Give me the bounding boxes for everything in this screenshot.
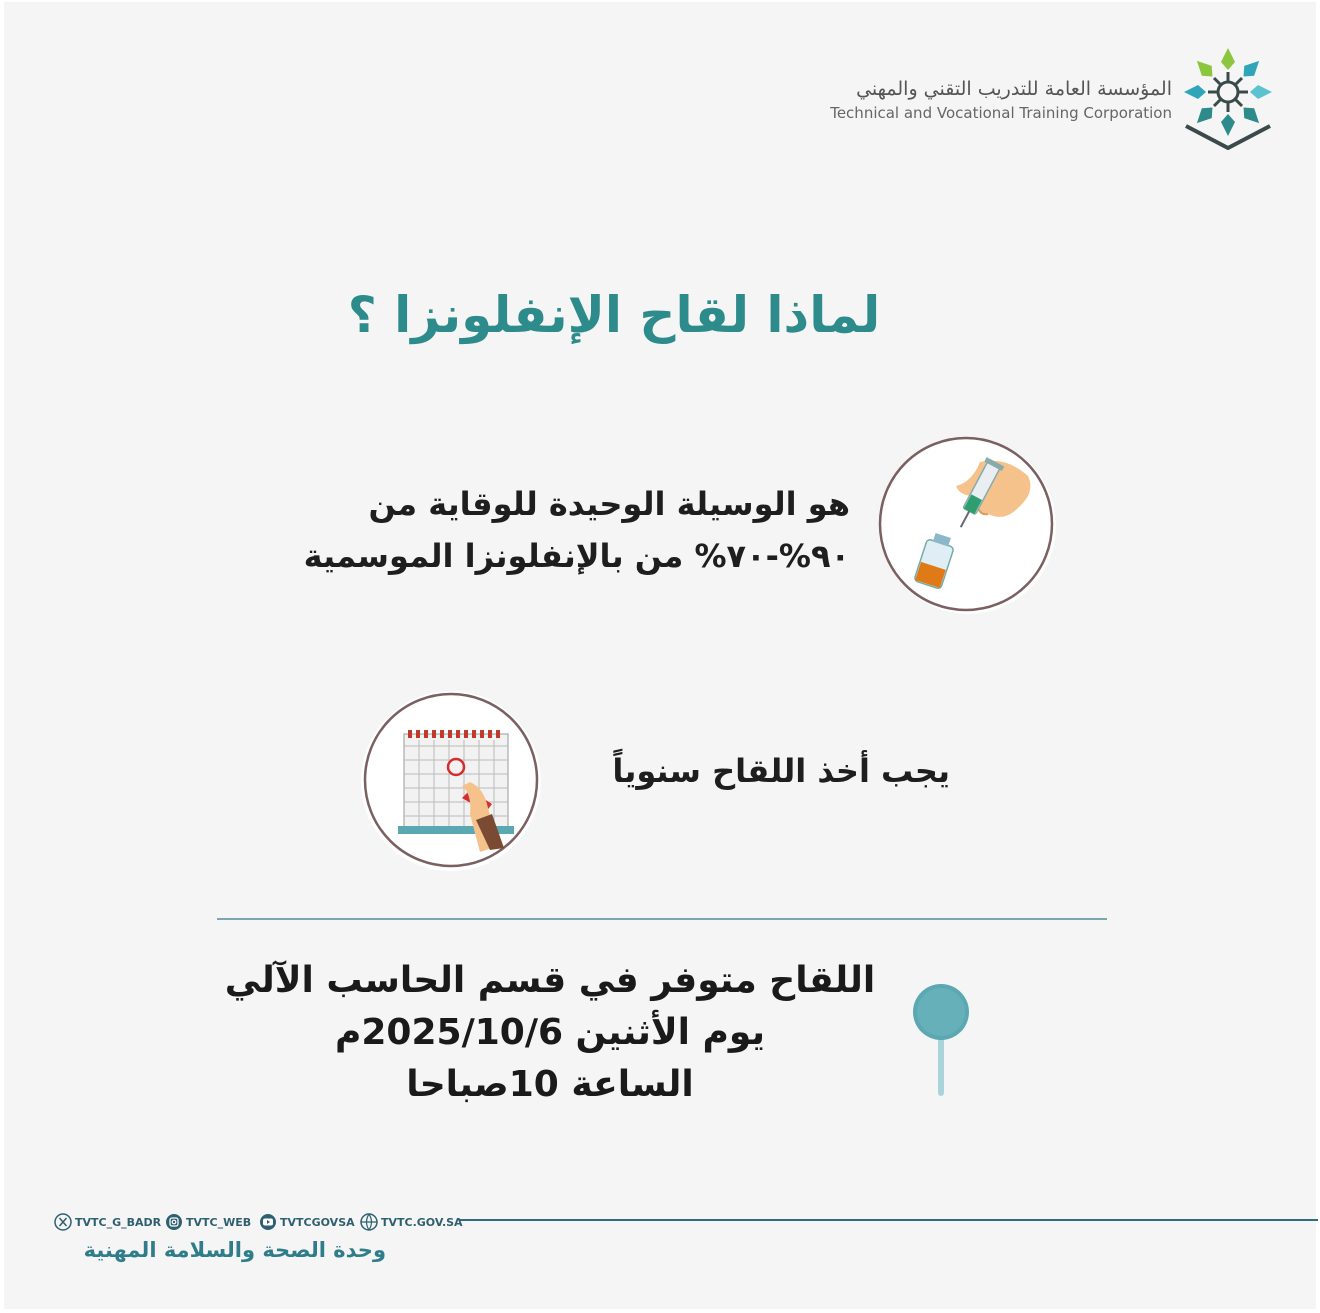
point-annual-vaccine: يجب أخذ اللقاح سنوياً — [612, 752, 950, 790]
org-name-arabic: المؤسسة العامة للتدريب التقني والمهني — [856, 78, 1172, 100]
social-x-handle: TVTC_G_BADR — [75, 1215, 162, 1229]
vaccine-availability-info — [220, 955, 880, 1111]
youtube-icon — [259, 1213, 277, 1231]
point-1-line-1: هو الوسيلة الوحيدة للوقاية من — [368, 485, 850, 523]
web-icon — [360, 1213, 378, 1231]
x-icon — [54, 1213, 72, 1231]
social-instagram-handle: TVTC_WEB — [186, 1215, 252, 1229]
point-vaccine-protection — [290, 478, 850, 582]
section-divider — [217, 918, 1107, 920]
point-1-line-2: ٩٠%-٧٠% من بالإنفلونزا الموسمية — [303, 537, 850, 575]
social-youtube-handle: TVTCGOVSA — [280, 1215, 355, 1229]
pin-icon — [910, 982, 972, 1100]
calendar-icon — [358, 690, 544, 872]
social-website[interactable] — [360, 1212, 463, 1232]
org-name-english: Technical and Vocational Training Corporation — [830, 104, 1172, 122]
footer-line — [460, 1219, 1318, 1221]
instagram-icon — [165, 1213, 183, 1231]
tvtc-logo-icon — [1182, 44, 1274, 150]
page-title: لماذا لقاح الإنفلونزا ؟ — [347, 286, 881, 344]
social-website-handle: TVTC.GOV.SA — [381, 1215, 463, 1229]
unit-name: وحدة الصحة والسلامة المهنية — [83, 1238, 386, 1262]
info-time: الساعة 10صباحا — [406, 1064, 694, 1105]
poster — [4, 2, 1316, 1309]
info-date: يوم الأثنين 2025/10/6م — [334, 1012, 766, 1053]
social-x[interactable] — [54, 1212, 161, 1232]
info-location: اللقاح متوفر في قسم الحاسب الآلي — [224, 960, 876, 1001]
social-instagram[interactable] — [165, 1212, 251, 1232]
social-youtube[interactable] — [259, 1212, 355, 1232]
vaccine-syringe-icon — [876, 436, 1060, 616]
